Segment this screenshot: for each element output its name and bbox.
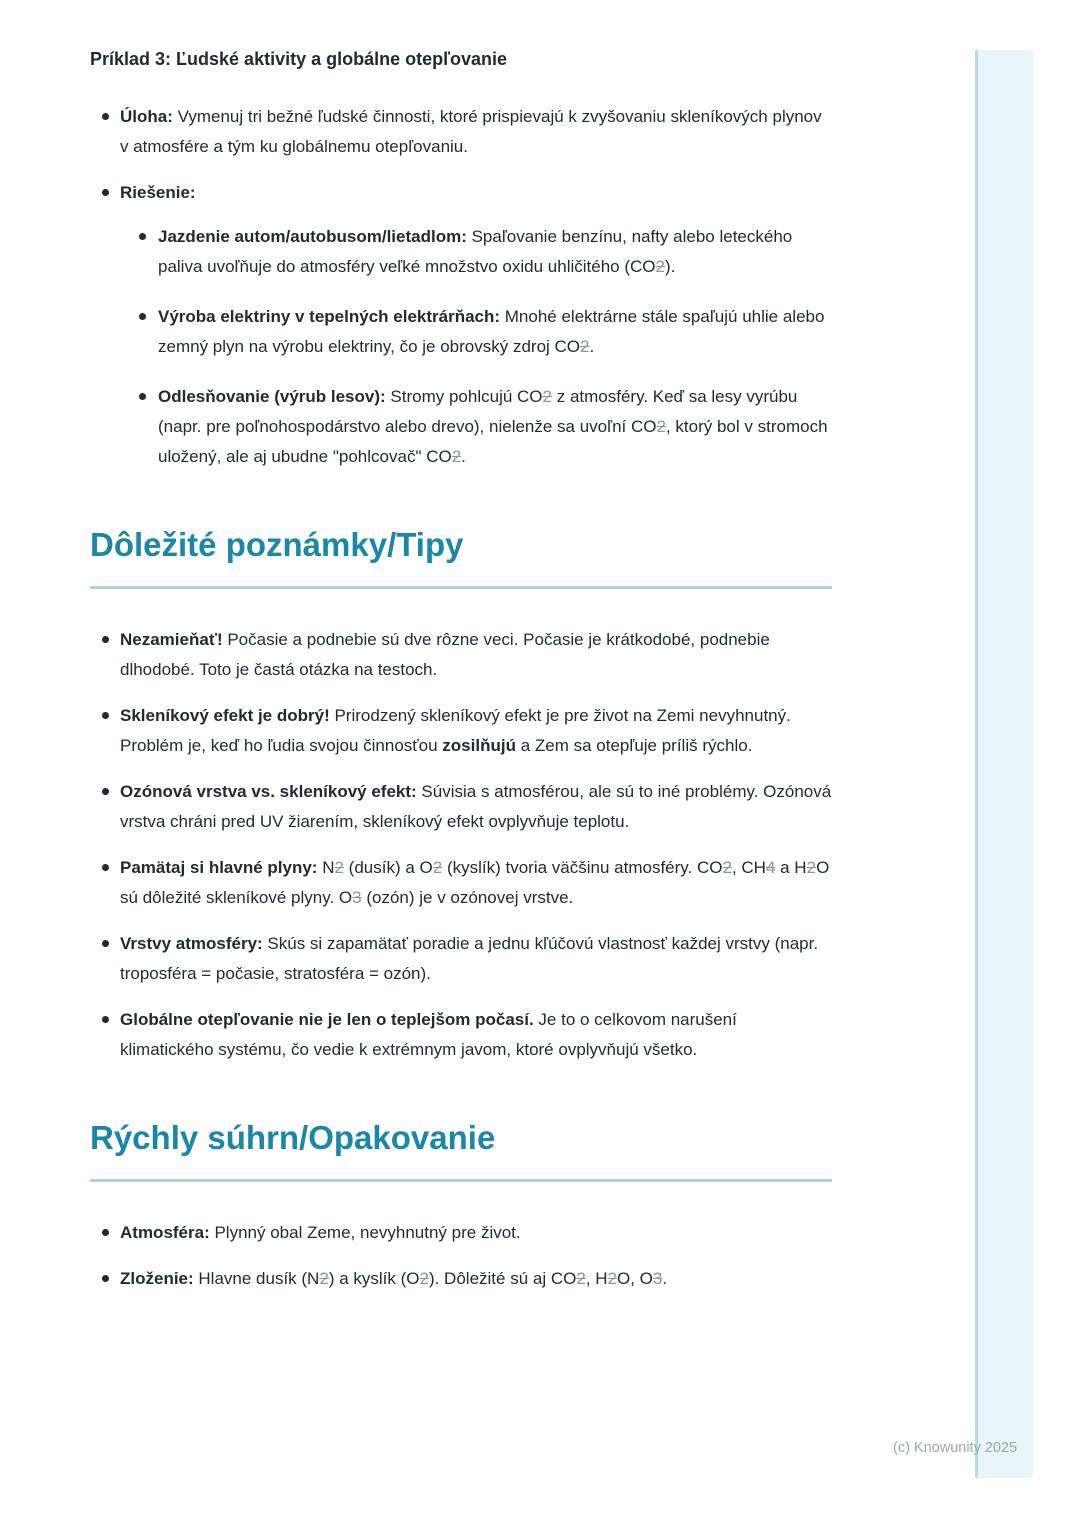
- copyright-watermark: (c) Knowunity 2025: [893, 1440, 1018, 1456]
- bold-text: Odlesňovanie (výrub lesov):: [158, 387, 386, 406]
- list-item-text: [120, 107, 822, 156]
- body-text: z atmosféry. Keď sa lesy vyrúbu (napr. pre poľnohospodárstvo alebo drevo), nielenže sa uvoľní CO: [158, 387, 798, 436]
- subscript-digit: 2: [542, 387, 552, 406]
- list-item-text: [120, 1010, 737, 1059]
- bullet-list-level-1: [90, 1218, 832, 1294]
- body-text: ). Dôležité sú aj CO: [428, 1269, 577, 1288]
- list-item: [139, 222, 832, 282]
- body-text: a Zem sa otepľuje príliš rýchlo.: [515, 736, 753, 755]
- bold-text: Nezamieňať!: [120, 630, 223, 649]
- list-item: [90, 853, 832, 913]
- list-item-text: [120, 858, 829, 907]
- list-item-text: [120, 782, 831, 831]
- list-item-text: [158, 227, 792, 276]
- body-text: (kyslík) tvoria väčšinu atmosféry. CO: [442, 858, 723, 877]
- bold-text: Skleníkový efekt je dobrý!: [120, 706, 330, 725]
- subscript-digit: 2: [722, 858, 732, 877]
- body-text: Vymenuj tri bežné ľudské činnosti, ktoré prispievajú k zvyšovaniu skleníkových plynov v atmosfére a tým ku globálnemu otepľovaniu.: [120, 107, 822, 156]
- body-text: Je to o celkovom narušení klimatického systému, čo vedie k extrémnym javom, ktoré ovplyvňujú všetko.: [120, 1010, 737, 1059]
- body-text: O sú dôležité skleníkové plyny. O: [120, 858, 830, 907]
- section-heading: Dôležité poznámky/Tipy: [90, 524, 832, 589]
- bold-text: Úloha:: [120, 107, 173, 126]
- bold-text: zosilňujú: [442, 736, 516, 755]
- bullet-list-level-1: [90, 625, 832, 1065]
- body-text: Spaľovanie benzínu, nafty alebo leteckého paliva uvoľňuje do atmosféry veľké množstvo oxidu uhličitého (CO: [158, 227, 793, 276]
- bold-text: Riešenie:: [120, 183, 196, 202]
- body-text: Prirodzený skleníkový efekt je pre život na Zemi nevyhnutný. Problém je, keď ho ľudia svojou činnosťou: [120, 706, 791, 755]
- list-item: [90, 701, 832, 761]
- bold-text: Jazdenie autom/autobusom/lietadlom:: [158, 227, 467, 246]
- subscript-digit: 2: [580, 337, 590, 356]
- body-text: (dusík) a O: [343, 858, 433, 877]
- list-item: [90, 777, 832, 837]
- subscript-digit: 2: [319, 1269, 329, 1288]
- list-item: [139, 302, 832, 362]
- subscript-digit: 2: [806, 858, 817, 877]
- list-item-text: [158, 307, 824, 356]
- subscript-digit: 2: [419, 1269, 429, 1288]
- section-heading: Rýchly súhrn/Opakovanie: [90, 1117, 832, 1182]
- body-text: Hlavne dusík (N: [193, 1269, 320, 1288]
- list-item-text: [120, 183, 196, 202]
- page-edge-highlight-bar: [975, 50, 1033, 1478]
- body-text: (ozón) je v ozónovej vrstve.: [361, 888, 574, 907]
- list-item: [90, 1264, 832, 1294]
- subscript-digit: 2: [607, 1269, 618, 1288]
- body-text: O, O: [617, 1269, 653, 1288]
- body-text: .: [461, 447, 466, 466]
- list-item: [90, 1218, 832, 1248]
- subscript-digit: 3: [652, 1269, 663, 1288]
- subscript-digit: 2: [655, 257, 665, 276]
- subscript-digit: 2: [451, 447, 462, 466]
- body-text: Mnohé elektrárne stále spaľujú uhlie alebo zemný plyn na výrobu elektriny, čo je obrovský zdroj CO: [158, 307, 825, 356]
- document-body: [90, 46, 832, 1310]
- body-text: N: [317, 858, 335, 877]
- subscript-digit: 3: [352, 888, 362, 907]
- body-text: .: [589, 337, 595, 356]
- bold-text: Atmosféra:: [120, 1223, 210, 1242]
- body-text: Skús si zapamätať poradie a jednu kľúčovú vlastnosť každej vrstvy (napr. troposféra = počasie, stratosféra = ozón).: [120, 934, 819, 983]
- list-item-text: [120, 1269, 667, 1288]
- body-text: ).: [664, 257, 676, 276]
- list-item: [90, 929, 832, 989]
- body-text: , ktorý bol v stromoch uložený, ale aj ubudne "pohlcovač" CO: [158, 417, 828, 466]
- bullet-list-level-1: [90, 102, 832, 472]
- bold-text: Pamätaj si hlavné plyny:: [120, 858, 318, 877]
- list-item-text: [120, 1223, 521, 1242]
- list-item-text: [120, 706, 791, 755]
- body-text: ) a kyslík (O: [328, 1269, 420, 1288]
- list-item-text: [120, 934, 818, 983]
- list-item: [90, 1005, 832, 1065]
- section-subheading: Príklad 3: Ľudské aktivity a globálne otepľovanie: [90, 49, 508, 69]
- bold-text: Zloženie:: [120, 1269, 194, 1288]
- body-text: a H: [775, 858, 807, 877]
- bold-text: Ozónová vrstva vs. skleníkový efekt:: [120, 782, 417, 801]
- subscript-digit: 2: [334, 858, 344, 877]
- body-text: , CH: [731, 858, 766, 877]
- bold-text: Globálne otepľovanie nie je len o teplejšom počasí.: [120, 1010, 534, 1029]
- body-text: Počasie a podnebie sú dve rôzne veci. Počasie je krátkodobé, podnebie dlhodobé. Toto je častá otázka na testoch.: [120, 630, 770, 679]
- subscript-digit: 4: [765, 858, 776, 877]
- body-text: , H: [585, 1269, 608, 1288]
- list-item: [90, 625, 832, 685]
- list-item-text: [120, 630, 770, 679]
- bullet-list-level-2: [139, 222, 832, 472]
- body-text: Stromy pohlcujú CO: [385, 387, 543, 406]
- body-text: Plynný obal Zeme, nevyhnutný pre život.: [209, 1223, 521, 1242]
- bold-text: Vrstvy atmosféry:: [120, 934, 263, 953]
- body-text: .: [662, 1269, 668, 1288]
- list-item-text: [158, 387, 828, 466]
- subscript-digit: 2: [432, 858, 443, 877]
- subscript-digit: 2: [576, 1269, 586, 1288]
- body-text: Súvisia s atmosférou, ale sú to iné problémy. Ozónová vrstva chráni pred UV žiarením, skleníkový efekt ovplyvňuje teplotu.: [120, 782, 832, 831]
- subscript-digit: 2: [656, 417, 666, 436]
- bold-text: Výroba elektriny v tepelných elektrárňach:: [158, 307, 501, 326]
- list-item: [139, 382, 832, 472]
- list-item: [90, 178, 832, 472]
- list-item: [90, 102, 832, 162]
